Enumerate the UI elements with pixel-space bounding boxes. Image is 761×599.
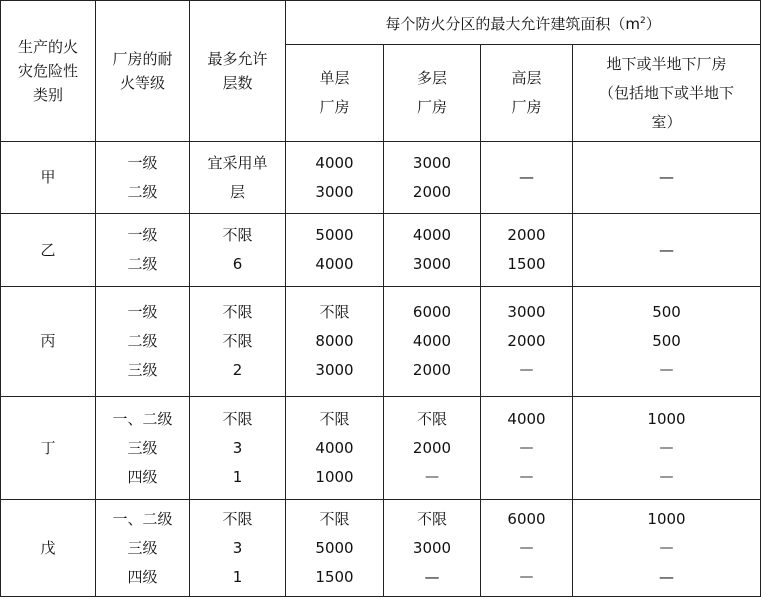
grade-value: 一级 — [127, 153, 158, 172]
grade-value: 四级 — [127, 567, 158, 586]
header-category-line-3: 类别 — [32, 86, 63, 104]
multi-value: 4000 — [412, 226, 452, 244]
high-value: 1500 — [507, 255, 546, 273]
header-single-storey — [286, 45, 384, 142]
header-fire-grade-line-2: 火等级 — [119, 74, 165, 92]
single-cell — [286, 142, 384, 214]
multi-cell — [384, 397, 481, 500]
high-cell — [481, 500, 573, 597]
grade-value: 二级 — [127, 182, 158, 201]
header-category-line-1: 生产的火 — [17, 38, 78, 56]
single-cell — [286, 214, 384, 287]
category-cell: 甲 — [1, 142, 96, 214]
single-value: 4000 — [315, 438, 354, 457]
multi-value: — — [424, 567, 440, 586]
high-value: — — [519, 362, 534, 378]
underground-value: — — [659, 468, 674, 485]
underground-value: 500 — [652, 303, 681, 321]
floors-value: 3 — [232, 438, 243, 457]
header-area-unit-open: （m — [610, 14, 640, 33]
category-cell: 丙 — [1, 287, 96, 397]
header-fire-grade-line-1: 厂房的耐 — [112, 50, 173, 68]
header-max-floors-line-2: 层数 — [222, 74, 253, 92]
header-max-floors-line-1: 最多允许 — [207, 50, 268, 68]
header-multi-storey — [384, 45, 481, 142]
multi-value: 不限 — [416, 409, 447, 428]
grade-cell — [96, 287, 190, 397]
high-value: — — [519, 439, 534, 456]
floors-cell — [190, 397, 286, 500]
grade-value: 四级 — [127, 467, 158, 486]
header-high-line-2: 厂房 — [511, 98, 542, 116]
multi-value: 2000 — [412, 438, 452, 457]
single-value: 5000 — [315, 538, 354, 557]
high-value: 2000 — [507, 226, 546, 244]
high-cell — [481, 214, 573, 287]
grade-value: 三级 — [127, 438, 158, 457]
high-value: 3000 — [507, 303, 546, 321]
floors-value: 1 — [232, 467, 243, 486]
single-value: 3000 — [315, 361, 354, 379]
underground-cell: — — [573, 214, 761, 287]
table-row — [1, 500, 761, 597]
header-high-rise — [481, 45, 573, 142]
single-cell — [286, 287, 384, 397]
underground-value: — — [659, 362, 674, 378]
floors-value: 不限 — [222, 409, 253, 428]
header-underground-line-2: （包括地下或半地下 — [599, 83, 735, 102]
grade-value: 三级 — [127, 538, 158, 557]
high-cell: — — [481, 142, 573, 214]
header-single-line-1: 单层 — [319, 69, 350, 87]
single-value: 1500 — [315, 567, 354, 586]
single-value: 4000 — [315, 255, 354, 273]
floors-value: 6 — [232, 255, 243, 273]
header-area-title: 每个防火分区的最大允许建筑面积 — [385, 14, 611, 33]
multi-value: 不限 — [416, 509, 447, 528]
header-max-floors — [190, 1, 286, 142]
multi-cell — [384, 287, 481, 397]
underground-cell: — — [573, 142, 761, 214]
header-underground-line-3: 室） — [651, 112, 682, 131]
high-value: 6000 — [507, 509, 546, 528]
single-value: 不限 — [319, 409, 350, 428]
floors-value: 宜采用单 — [207, 153, 268, 172]
underground-value: — — [659, 539, 674, 556]
header-high-line-1: 高层 — [511, 69, 542, 87]
high-value: 2000 — [507, 332, 546, 350]
underground-cell — [573, 397, 761, 500]
high-value: — — [519, 468, 534, 485]
grade-value: 三级 — [127, 361, 158, 379]
single-cell — [286, 500, 384, 597]
floors-cell — [190, 287, 286, 397]
grade-cell — [96, 500, 190, 597]
underground-value: — — [659, 567, 674, 586]
floors-cell — [190, 214, 286, 287]
multi-value: 4000 — [412, 332, 452, 350]
table-row — [1, 142, 761, 214]
grade-cell — [96, 214, 190, 287]
floors-cell — [190, 500, 286, 597]
single-value: 8000 — [315, 332, 354, 350]
underground-cell — [573, 500, 761, 597]
category-cell: 丁 — [1, 397, 96, 500]
multi-value: 6000 — [412, 303, 452, 321]
header-category — [1, 1, 96, 142]
multi-cell — [384, 214, 481, 287]
header-area-group — [286, 1, 761, 45]
floors-value: 不限 — [222, 226, 253, 244]
floors-value: 不限 — [222, 509, 253, 528]
grade-value: 一、二级 — [112, 409, 173, 428]
floors-value: 1 — [232, 567, 243, 586]
multi-value: 3000 — [412, 255, 452, 273]
single-value: 4000 — [315, 153, 354, 172]
underground-value: — — [659, 439, 674, 456]
grade-value: 一级 — [127, 226, 158, 244]
multi-cell — [384, 142, 481, 214]
floors-cell — [190, 142, 286, 214]
single-value: 不限 — [319, 303, 350, 321]
underground-value: 1000 — [647, 409, 686, 428]
header-single-line-2: 厂房 — [319, 98, 350, 116]
header-underground-line-1: 地下或半地下厂房 — [606, 54, 727, 73]
high-cell — [481, 287, 573, 397]
multi-value: — — [425, 468, 439, 485]
header-multi-line-1: 多层 — [416, 69, 447, 87]
header-area-unit-close: ） — [645, 14, 661, 33]
grade-cell — [96, 142, 190, 214]
multi-value: 3000 — [412, 153, 452, 172]
floors-value: 层 — [229, 182, 245, 201]
underground-cell — [573, 287, 761, 397]
floors-value: 不限 — [222, 303, 253, 321]
header-category-line-2: 灾危险性 — [17, 62, 78, 80]
floors-value: 不限 — [222, 332, 253, 350]
multi-cell — [384, 500, 481, 597]
grade-value: 二级 — [127, 255, 158, 273]
underground-value: 1000 — [647, 509, 686, 528]
table-row — [1, 397, 761, 500]
header-fire-grade — [96, 1, 190, 142]
header-underground — [573, 45, 761, 142]
header-multi-line-2: 厂房 — [416, 98, 447, 116]
grade-value: 一级 — [127, 303, 158, 321]
grade-value: 二级 — [127, 332, 158, 350]
table-row — [1, 287, 761, 397]
table-row — [1, 214, 761, 287]
multi-value: 2000 — [412, 182, 452, 201]
single-cell — [286, 397, 384, 500]
grade-value: 一、二级 — [112, 509, 173, 528]
header-area-unit-sup: 2 — [639, 15, 646, 26]
high-value: 4000 — [507, 409, 546, 428]
single-value: 3000 — [315, 182, 354, 201]
category-cell: 乙 — [1, 214, 96, 287]
underground-value: 500 — [652, 332, 681, 350]
category-cell: 戊 — [1, 500, 96, 597]
floors-value: 2 — [232, 361, 243, 379]
single-value: 1000 — [315, 467, 354, 486]
high-value: — — [519, 568, 534, 585]
single-value: 5000 — [315, 226, 354, 244]
multi-value: 3000 — [412, 538, 452, 557]
floors-value: 3 — [232, 538, 243, 557]
high-cell — [481, 397, 573, 500]
grade-cell — [96, 397, 190, 500]
high-value: — — [519, 539, 534, 556]
single-value: 不限 — [319, 509, 350, 528]
multi-value: 2000 — [412, 361, 452, 379]
